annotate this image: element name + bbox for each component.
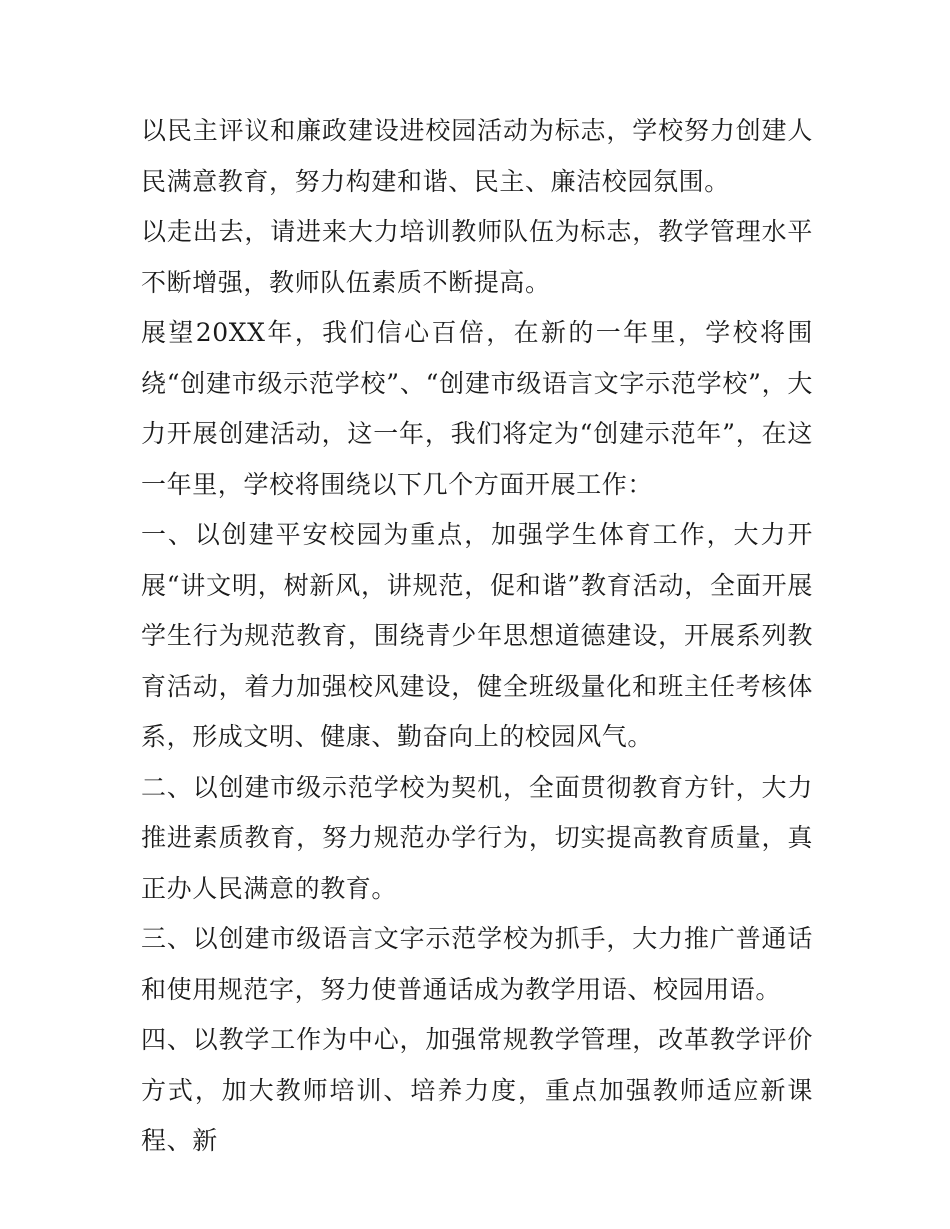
paragraph-5: 二、以创建市级示范学校为契机，全面贯彻教育方针，大力推进素质教育，努力规范办学行为，切实提高教育质量，真正办人民满意的教育。 (141, 772, 813, 903)
paragraph-1: 以民主评议和廉政建设进校园活动为标志，学校努力创建人民满意教育，努力构建和谐、民主、廉洁校园氛围。 (141, 116, 813, 196)
paragraph-3: 展望20XX年，我们信心百倍，在新的一年里，学校将围绕“创建市级示范学校”、“创建市级语言文字示范学校”，大力开展创建活动，这一年，我们将定为“创建示范年”，在这一年里，学校将围绕以下几个方面开展工作： (141, 318, 813, 499)
paragraph-2: 以走出去，请进来大力培训教师队伍为标志，教学管理水平不断增强，教师队伍素质不断提高。 (141, 217, 813, 297)
paragraph-7: 四、以教学工作为中心，加强常规教学管理，改革教学评价方式，加大教师培训、培养力度，重点加强教师适应新课程、新 (141, 1025, 813, 1155)
paragraph-6: 三、以创建市级语言文字示范学校为抓手，大力推广普通话和使用规范字，努力使普通话成为教学用语、校园用语。 (141, 924, 813, 1004)
paragraph-4: 一、以创建平安校园为重点，加强学生体育工作，大力开展“讲文明，树新风，讲规范，促和谐”教育活动，全面开展学生行为规范教育，围绕青少年思想道德建设，开展系列教育活动，着力加强校风建设，健全班级量化和班主任考核体系，形成文明、健康、勤奋向上的校园风气。 (141, 520, 813, 751)
document-body (141, 106, 813, 1167)
